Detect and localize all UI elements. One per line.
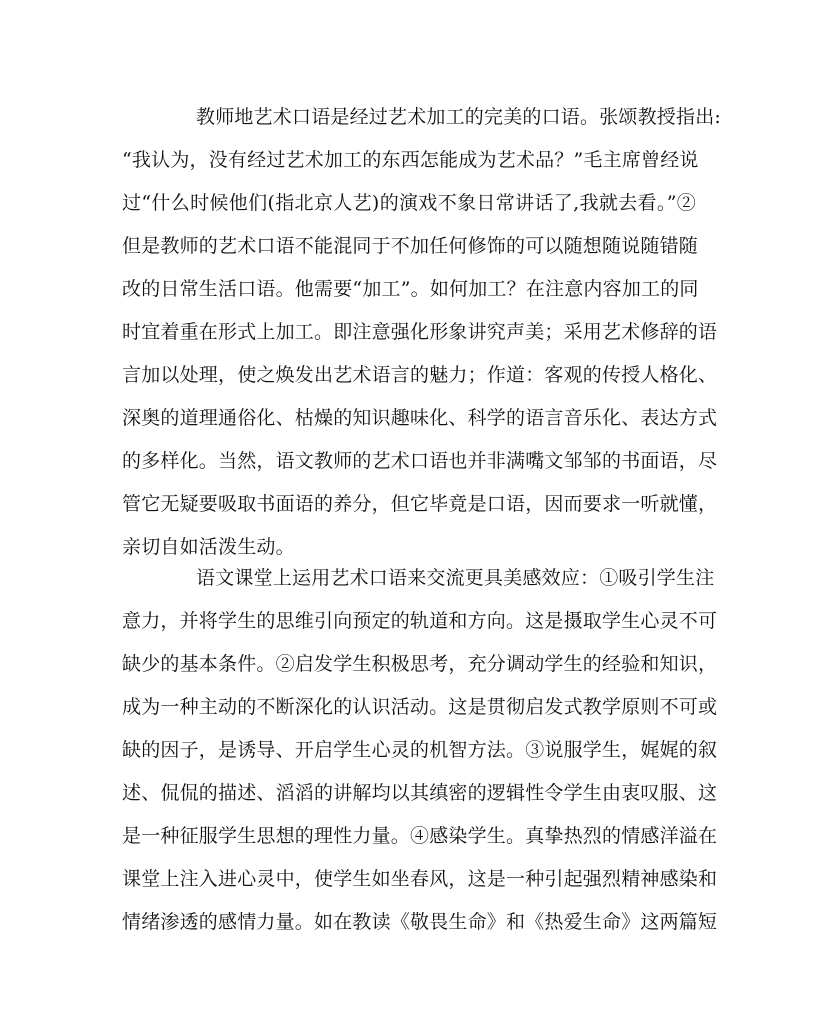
paragraph-1-line-3: 过“什么时候他们(指北京人艺)的演戏不象日常讲话了,我就去看。”② [122,192,696,214]
paragraph-1-line-2: “我认为，没有经过艺术加工的东西怎能成为艺术品？”毛主席曾经说 [122,149,699,171]
paragraph-1-line-6: 时宜着重在形式上加工。即注意强化形象讲究声美；采用艺术修辞的语 [122,321,718,343]
paragraph-2-line-5: 缺的因子，是诱导、开启学生心灵的机智方法。③说服学生，娓娓的叙 [122,739,718,761]
paragraph-2-line-8: 课堂上注入进心灵中，使学生如坐春风，这是一种引起强烈精神感染和 [122,868,718,890]
paragraph-2-line-7: 是一种征服学生思想的理性力量。④感染学生。真挚热烈的情感洋溢在 [122,825,718,847]
paragraph-1-line-7: 言加以处理，使之焕发出艺术语言的魅力；作道：客观的传授人格化、 [122,364,718,386]
paragraph-1-line-4: 但是教师的艺术口语不能混同于不加任何修饰的可以随想随说随错随 [122,235,699,257]
paragraph-2-line-3: 缺少的基本条件。②启发学生积极思考，充分调动学生的经验和知识， [122,653,718,675]
paragraph-1-line-1: 教师地艺术口语是经过艺术加工的完美的口语。张颂教授指出: [196,106,722,128]
paragraph-2-line-4: 成为一种主动的不断深化的认识活动。这是贯彻启发式教学原则不可或 [122,696,718,718]
paragraph-1-line-8: 深奥的道理通俗化、枯燥的知识趣味化、科学的语言音乐化、表达方式 [122,407,718,429]
paragraph-1-line-10: 管它无疑要吸取书面语的养分，但它毕竟是口语，因而要求一听就懂， [122,493,718,515]
paragraph-2-line-2: 意力，并将学生的思维引向预定的轨道和方向。这是摄取学生心灵不可 [122,610,718,632]
paragraph-1-line-11: 亲切自如活泼生动。 [122,536,295,558]
paragraph-2-line-1: 语文课堂上运用艺术口语来交流更具美感效应：①吸引学生注 [196,567,715,589]
paragraph-1-line-5: 改的日常生活口语。他需要“加工”。如何加工？在注意内容加工的同 [122,278,699,300]
paragraph-2-line-9: 情绪渗透的感情力量。如在教读《敬畏生命》和《热爱生命》这两篇短 [122,911,718,933]
paragraph-2-line-6: 述、侃侃的描述、滔滔的讲解均以其缜密的逻辑性令学生由衷叹服、这 [122,782,718,804]
paragraph-1-line-9: 的多样化。当然，语文教师的艺术口语也并非满嘴文邹邹的书面语，尽 [122,450,718,472]
